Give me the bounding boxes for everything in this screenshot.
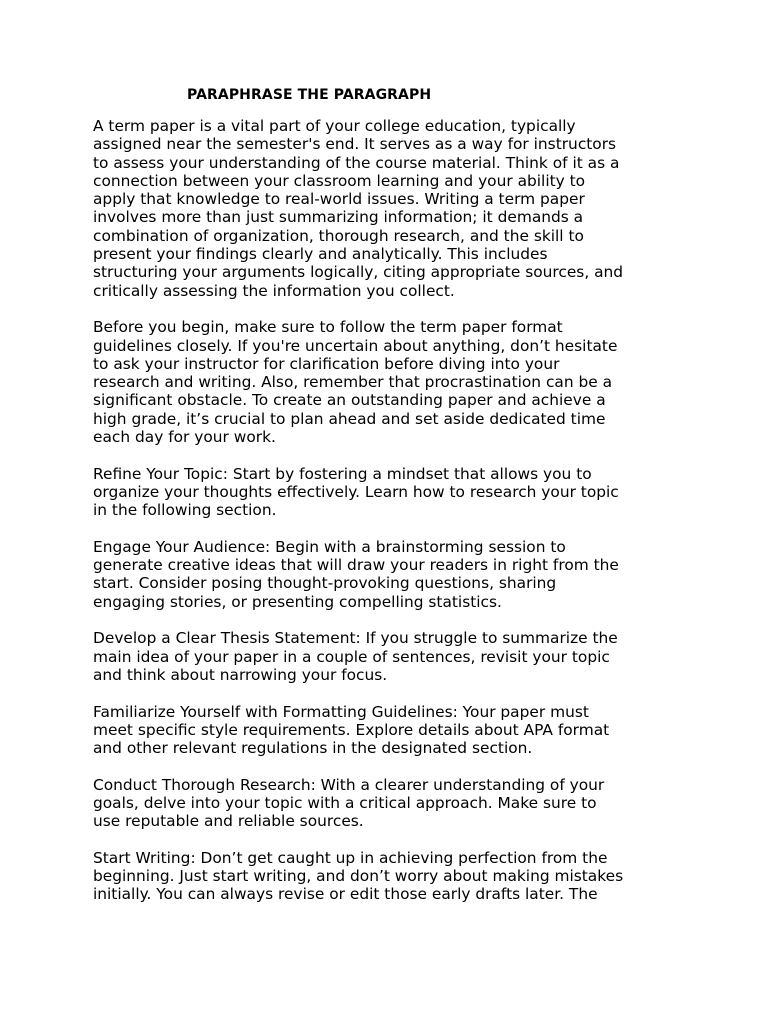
paragraph-intro [93,117,693,300]
text-line: guidelines closely. If you're uncertain about anything, don’t hesitate [93,336,618,355]
text-line: Familiarize Yourself with Formatting Guidelines: Your paper must [93,702,589,721]
text-line: meet specific style requirements. Explore details about APA format [93,720,610,739]
text-line: beginning. Just start writing, and don’t worry about making mistakes [93,867,624,886]
text-line: Conduct Thorough Research: With a clearer understanding of your [93,775,605,794]
text-line: initially. You can always revise or edit those early drafts later. The [93,885,598,904]
paragraph-start-writing [93,849,693,904]
text-line: A term paper is a vital part of your college education, typically [93,117,576,135]
text-line: organize your thoughts effectively. Learn how to research your topic [93,482,619,501]
text-line: research and writing. Also, remember that procrastination can be a [93,373,613,392]
text-line: use reputable and reliable sources. [93,812,364,831]
text-line: Develop a Clear Thesis Statement: If you struggle to summarize the [93,629,618,648]
text-line: each day for your work. [93,428,276,447]
paragraph-engage-audience [93,538,693,611]
text-line: start. Consider posing thought-provoking questions, sharing [93,574,557,593]
text-line: Engage Your Audience: Begin with a brainstorming session to [93,537,566,556]
paragraph-thesis-statement [93,629,693,684]
text-line: and other relevant regulations in the designated section. [93,739,533,758]
text-line: Start Writing: Don’t get caught up in achieving perfection from the [93,848,608,867]
text-line: and think about narrowing your focus. [93,665,388,684]
text-line: Refine Your Topic: Start by fostering a mindset that allows you to [93,464,592,483]
text-line: to assess your understanding of the course material. Think of it as a [93,153,620,172]
text-line: goals, delve into your topic with a critical approach. Make sure to [93,793,597,812]
text-line: combination of organization, thorough research, and the skill to [93,226,584,245]
text-line: apply that knowledge to real-world issues. Writing a term paper [93,190,585,209]
paragraph-formatting-guidelines [93,703,693,758]
text-line: engaging stories, or presenting compelling statistics. [93,592,502,611]
text-line: critically assessing the information you collect. [93,281,455,300]
text-line: Before you begin, make sure to follow the term paper format [93,318,563,337]
page-title: PARAPHRASE THE PARAGRAPH [187,87,432,103]
paragraph-thorough-research [93,776,693,831]
text-line: main idea of your paper in a couple of sentences, revisit your topic [93,647,610,666]
text-line: generate creative ideas that will draw your readers in right from the [93,556,619,575]
document-body [93,117,693,922]
text-line: high grade, it’s crucial to plan ahead and set aside dedicated time [93,409,606,428]
text-line: significant obstacle. To create an outstanding paper and achieve a [93,391,606,410]
text-line: connection between your classroom learning and your ability to [93,171,586,190]
text-line: present your findings clearly and analytically. This includes [93,245,548,264]
text-line: in the following section. [93,501,277,520]
text-line: to ask your instructor for clarification before diving into your [93,354,560,373]
paragraph-before-you-begin [93,318,693,446]
text-line: assigned near the semester's end. It serves as a way for instructors [93,135,617,154]
paragraph-refine-topic [93,465,693,520]
text-line: structuring your arguments logically, citing appropriate sources, and [93,263,624,282]
text-line: involves more than just summarizing information; it demands a [93,208,584,227]
